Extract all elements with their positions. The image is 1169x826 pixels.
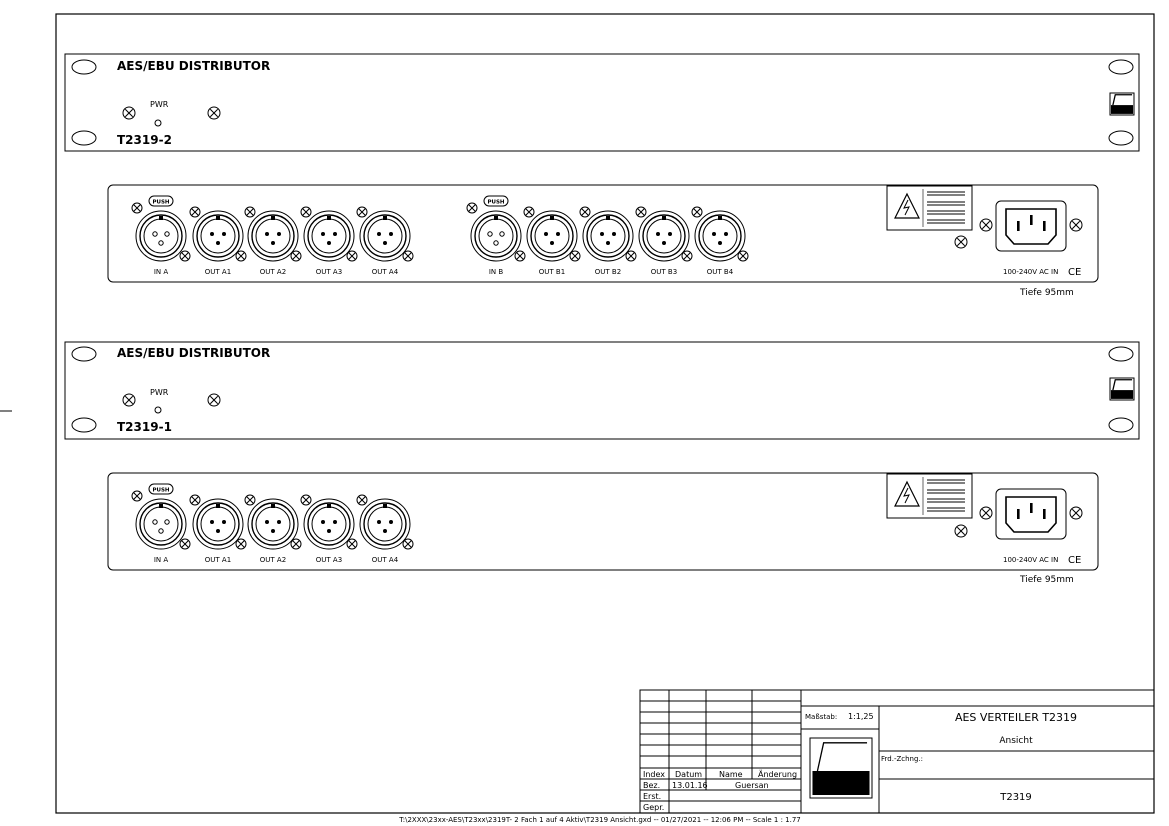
push-label: PUSH xyxy=(487,199,505,206)
xlr-output-connector xyxy=(692,207,748,276)
bez-label: Bez. xyxy=(643,781,661,790)
front-title: AES/EBU DISTRIBUTOR xyxy=(117,59,271,73)
inlet-screw-icon xyxy=(1070,507,1082,519)
rack-ear-hole xyxy=(1109,418,1133,432)
iec-power-inlet xyxy=(996,489,1066,539)
bez-name: Guersan xyxy=(735,781,769,790)
screw-icon xyxy=(580,207,590,217)
screw-icon xyxy=(291,251,301,261)
rear-panel-t2319-1 xyxy=(108,473,1098,585)
front-screw-icon xyxy=(123,394,135,406)
screw-icon xyxy=(682,251,692,261)
connector-label: OUT A1 xyxy=(204,268,232,276)
drawing-subtitle: Ansicht xyxy=(999,736,1033,746)
connector-group xyxy=(132,196,748,276)
connector-label: IN B xyxy=(488,268,504,276)
xlr-output-connector xyxy=(245,207,301,276)
front-screw-icon xyxy=(208,394,220,406)
logo-text: MMB xyxy=(1112,107,1132,116)
rack-ear-hole xyxy=(1109,131,1133,145)
ce-mark: CE xyxy=(1068,555,1082,566)
screw-icon xyxy=(180,251,190,261)
pwr-label: PWR xyxy=(150,388,169,397)
connector-label: IN A xyxy=(153,556,169,564)
inlet-screw-icon xyxy=(980,507,992,519)
ground-screw-icon xyxy=(955,525,967,537)
push-label: PUSH xyxy=(152,487,170,494)
connector-label: OUT B2 xyxy=(594,268,622,276)
rack-ear-hole xyxy=(1109,347,1133,361)
xlr-output-connector xyxy=(524,207,580,276)
front-panel-t2319-1 xyxy=(65,342,1139,439)
screw-icon xyxy=(123,394,135,406)
screw-icon xyxy=(1070,507,1082,519)
screw-icon xyxy=(132,491,142,501)
connector-label: OUT A3 xyxy=(315,268,343,276)
pwr-led xyxy=(155,120,161,126)
xlr-output-connector xyxy=(301,207,357,276)
power-label: 100-240V AC IN xyxy=(1003,556,1059,564)
screw-icon xyxy=(123,107,135,119)
connector-label: OUT A4 xyxy=(371,556,399,564)
title-block xyxy=(640,690,1154,813)
screw-icon xyxy=(301,495,311,505)
screw-icon xyxy=(245,207,255,217)
footer-path: T:\2XXX\23xx-AES\T23xx\2319T- 2 Fach 1 auf 4 Aktiv\T2319 Ansicht.gxd -- 01/27/2021 -- 12:06 PM -- Scale 1 : 1.77 xyxy=(399,816,801,824)
screw-icon xyxy=(570,251,580,261)
inlet-screw-icon xyxy=(1070,219,1082,231)
mmb-logo-icon xyxy=(1110,378,1134,400)
connector-group xyxy=(132,484,413,564)
rev-header-date: Datum xyxy=(675,770,703,779)
screw-icon xyxy=(347,539,357,549)
rev-header-name: Name xyxy=(719,770,743,779)
xlr-input-connector xyxy=(132,484,190,564)
front-panel-t2319-2 xyxy=(65,54,1139,151)
xlr-output-connector xyxy=(190,207,246,276)
rack-ear-hole xyxy=(72,131,96,145)
drawing-title: AES VERTEILER T2319 xyxy=(954,711,1078,724)
screw-icon xyxy=(467,203,477,213)
mmb-logo-icon xyxy=(1110,93,1134,115)
power-label: 100-240V AC IN xyxy=(1003,268,1059,276)
xlr-output-connector xyxy=(245,495,301,564)
pwr-led xyxy=(155,407,161,413)
connector-label: OUT A2 xyxy=(259,556,287,564)
xlr-output-connector xyxy=(301,495,357,564)
screw-icon xyxy=(190,495,200,505)
depth-label: Tiefe 95mm xyxy=(1020,575,1074,585)
connector-label: OUT B1 xyxy=(538,268,566,276)
screw-icon xyxy=(236,251,246,261)
screw-icon xyxy=(980,507,992,519)
logo-text: MMB xyxy=(817,778,865,799)
iec-power-inlet xyxy=(996,201,1066,251)
push-label: PUSH xyxy=(152,199,170,206)
screw-icon xyxy=(208,107,220,119)
model-label: T2319-2 xyxy=(117,133,172,147)
ground-screw-icon xyxy=(955,236,967,248)
rack-ear-hole xyxy=(72,347,96,361)
rev-header-index: Index xyxy=(643,770,666,779)
screw-icon xyxy=(357,495,367,505)
screw-icon xyxy=(403,539,413,549)
model-label: T2319-1 xyxy=(117,420,172,434)
push-latch xyxy=(149,196,173,206)
rack-ear-hole xyxy=(72,60,96,74)
bez-date: 13.01.16 xyxy=(672,781,708,790)
frd-label: Frd.-Zchng.: xyxy=(881,755,924,763)
rack-ear-hole xyxy=(1109,60,1133,74)
screw-icon xyxy=(180,539,190,549)
warning-label-icon xyxy=(887,186,972,230)
front-screw-icon xyxy=(208,107,220,119)
warning-label-icon xyxy=(887,474,972,518)
front-title: AES/EBU DISTRIBUTOR xyxy=(117,346,271,360)
xlr-output-connector xyxy=(190,495,246,564)
screw-icon xyxy=(955,236,967,248)
screw-icon xyxy=(190,207,200,217)
scale-value: 1:1,25 xyxy=(848,712,874,721)
rev-header-change: Änderung xyxy=(758,770,798,779)
scale-label: Maßstab: xyxy=(805,713,838,721)
xlr-input-connector xyxy=(467,196,525,276)
logo-text: MMB xyxy=(1112,392,1132,401)
drawing-number: T2319 xyxy=(1000,792,1032,803)
connector-label: OUT A2 xyxy=(259,268,287,276)
erst-label: Erst. xyxy=(643,792,662,801)
depth-label: Tiefe 95mm xyxy=(1020,288,1074,298)
xlr-input-connector xyxy=(132,196,190,276)
screw-icon xyxy=(515,251,525,261)
screw-icon xyxy=(692,207,702,217)
connector-label: OUT B3 xyxy=(650,268,678,276)
screw-icon xyxy=(208,394,220,406)
connector-label: IN A xyxy=(153,268,169,276)
screw-icon xyxy=(403,251,413,261)
screw-icon xyxy=(636,207,646,217)
gepr-label: Gepr. xyxy=(643,803,665,812)
xlr-output-connector xyxy=(580,207,636,276)
ce-mark: CE xyxy=(1068,267,1082,278)
mmb-title-logo-icon xyxy=(810,738,872,798)
screw-icon xyxy=(980,219,992,231)
screw-icon xyxy=(236,539,246,549)
screw-icon xyxy=(357,207,367,217)
xlr-output-connector xyxy=(357,207,413,276)
xlr-output-connector xyxy=(636,207,692,276)
push-latch xyxy=(149,484,173,494)
screw-icon xyxy=(301,207,311,217)
screw-icon xyxy=(955,525,967,537)
rack-ear-hole xyxy=(72,418,96,432)
screw-icon xyxy=(245,495,255,505)
inlet-screw-icon xyxy=(980,219,992,231)
connector-label: OUT B4 xyxy=(706,268,734,276)
screw-icon xyxy=(132,203,142,213)
screw-icon xyxy=(347,251,357,261)
front-screw-icon xyxy=(123,107,135,119)
push-latch xyxy=(484,196,508,206)
screw-icon xyxy=(626,251,636,261)
connector-label: OUT A3 xyxy=(315,556,343,564)
screw-icon xyxy=(738,251,748,261)
connector-label: OUT A1 xyxy=(204,556,232,564)
connector-label: OUT A4 xyxy=(371,268,399,276)
screw-icon xyxy=(291,539,301,549)
sheet-border xyxy=(56,14,1154,813)
xlr-output-connector xyxy=(357,495,413,564)
screw-icon xyxy=(1070,219,1082,231)
screw-icon xyxy=(524,207,534,217)
rear-panel-t2319-2 xyxy=(108,185,1098,298)
pwr-label: PWR xyxy=(150,100,169,109)
